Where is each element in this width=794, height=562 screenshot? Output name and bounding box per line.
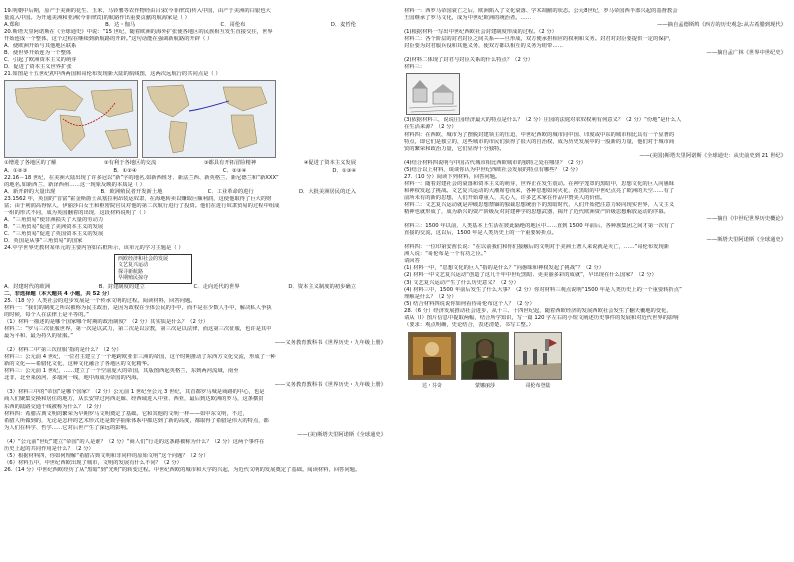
q25-line: （5）根据材料四，你如何理解“希腊古典文明和非同样的原始文明”这个问题？（2 分） <box>4 452 209 459</box>
q25-line: （4）“公元前”世纪”建立“帝国”的人是谁？（2 分）“商人们”行走的这条路被称为什么？（2 分）这两个事件在 <box>4 438 265 445</box>
option: D．英国是从事“三角贸易”的国家 <box>4 237 83 244</box>
q25-line: 材料一：“我们的制度之所以被称为民主政治，是因为政权在全体公民的手中，而不是在少数人手中，解决私人争执 <box>4 304 272 311</box>
option: C．工业革命的进行 <box>207 188 254 195</box>
q19-line: 19.明朝中后期，原产于美洲的花生、玉米、马铃薯等农作物经由吕宋(今菲律宾)传入中国，由产于美洲的白银也大 <box>4 8 271 14</box>
text-line: 材料四：在西欧，城市为了摆脱封建领主的压迫，中世纪西欧的城市同中国、印度或中东的城市相比具有一个显著的 <box>404 131 675 138</box>
q25-line: （3）材料三中的“帝国”是哪个国家？（2 分）公元前 1 世纪至公元 3 世纪，其首都罗马城是商路的中心，也是 <box>4 389 265 396</box>
option: D．麦哲伦 <box>330 22 356 29</box>
text-line: 材料一：随着封建社会的衰落和资本主义的萌芽，世界正在发生震动。在神学笼罩的黑暗中，思想文化的巨人向愚昧 <box>404 180 675 187</box>
q21-items <box>4 160 386 167</box>
q25-line: 材料三：公元前 1 世纪，……建立了一个空前庞大的帝国，其版图西起英格兰，东到两河流域，南至 <box>4 368 239 375</box>
right-column <box>404 8 786 390</box>
text-line: 精神也就形成了，成为新兴的资产阶级反对封建神学的思想武器，揭开了近代欧洲资产阶级思想解放运动的序幕。 <box>404 209 669 216</box>
box-line: 早期殖民掠夺 <box>118 275 149 282</box>
artwork-images <box>408 332 786 390</box>
text-line: （要求：观点明确，史论结合，表述清楚，书写工整。） <box>404 321 534 328</box>
option: A.郑和 <box>4 22 20 29</box>
q25-line: 希腊人所做到的，无论是怎样的艺术形式还是数学抽象体系中都达到了新的高度，都取得了希腊是伟大的特点，都 <box>4 417 269 424</box>
text-line: (5)结合以上材料，谈谈你认为中世纪西欧社会发展的特点有哪些？（2 分） <box>404 166 581 173</box>
landing-scene-image <box>514 332 562 380</box>
text-line: 特点，即它们是独立的，这些城市的市民们获得了很大的自治权，成为历史发展中的一股新的力量，他们对于城市商 <box>404 138 675 145</box>
option: B．达・伽马 <box>105 22 136 29</box>
text-line: 请回答 <box>404 258 420 265</box>
option: C．引起了欧洲资本主义的萌芽 <box>4 57 77 64</box>
q25-line: 最为平和、最为持久的征服。” <box>4 333 73 340</box>
text-line: 28.（6 分）经济发展推动社会进步，从十三、十四世纪起，随着西欧经济的发展西欧社会发生了翻天覆地的变化， <box>404 307 672 314</box>
q25-line: 商人们聚集交换和居住的地方，从长安穿过河西走廊、经西域进入中亚、西亚，最后到达欧洲的罗马，这条横贯 <box>4 396 264 403</box>
option: A．“三角贸易”使非洲损失了大量的劳动力 <box>4 216 104 223</box>
option: B．欧洲殖民者开发新土地 <box>100 188 163 195</box>
portrait-image <box>408 332 456 380</box>
unit-content-box <box>114 254 192 284</box>
q23-line: 富；由于利润高得惊人，伊丽莎白女王和枢密院官员对他的第二次航行进行了投资。他们在进行奴隶贸易的过程中组成 <box>4 202 280 209</box>
text-line: (2) 材料一中文艺复兴运动“创造了这几千年中世纪黑暗、更美丽多彩的成就”，早出现在什么国家？（2 分） <box>404 272 657 279</box>
text-line: 封臣要为封君服兵役和其他义务，使双方都以相互的义务为纽带…… <box>404 43 563 50</box>
q24-line: 24.中学世界史教材某单元的主要内容如右框所示，该单元的学习主题是（ ） <box>4 245 184 252</box>
source-citation: ——斯塔夫里阿诺斯《全球通史》 <box>706 237 786 244</box>
voyage-map-left <box>4 80 138 158</box>
q25-line: （6）材料五中，中世纪西欧出现了城市，文明的发展有什么不同？（2 分） <box>4 459 182 466</box>
q25-line: 材料三：公元前 4 世纪，一位君主建立了一个地跨欧亚非三洲的帝国，这个时期推动了东西方文化交流，形成了一种 <box>4 354 276 361</box>
text-line: (4) 材料三中，1500 年前后发生了什么大事？（2 分）你对材料三观点说明“1500 年是人类历史上的一个重要转折点” <box>404 286 682 293</box>
text-line: 材料四：一位印第安酋长说：“在以前我们和你们接触后的文明对于美洲土著人来说就是灭亡，……”哥伦布发现新 <box>404 244 670 251</box>
q20-line: 开始连成一个整体，这个过程在继续到新航路的开辟。”这句话能在强调新航路的开辟（ ） <box>4 36 213 43</box>
map-illustration <box>143 81 275 157</box>
q25-line: 东西的陆路交通干线被称为什么？（2 分） <box>4 403 105 410</box>
q22-options <box>4 189 386 196</box>
box-line: 文艺复兴运动 <box>118 262 149 269</box>
section-2-heading: 二、非选择题（本大题共 4 小题，共 52 分） <box>4 290 113 297</box>
text-line: 材料二：各个阶层的封君封臣之间关系——旦形成，双方便承担相应的权利和义务。封君对封臣要提供一定的保护， <box>404 36 675 43</box>
manor-illustration <box>406 73 460 115</box>
mona-lisa-image <box>461 332 509 380</box>
manor-drawing <box>407 74 459 114</box>
option: A．封建时代的欧洲 <box>4 283 50 290</box>
option: C．哥伦布 <box>220 22 246 29</box>
option: C．“三角贸易”促进了英国资本主义的发展 <box>4 230 104 237</box>
item: ④促进了资本主义发展 <box>303 160 356 167</box>
text-line: 直接的交流，这以后，1500 年是人类历史上的一个重要转折点。 <box>404 230 557 237</box>
artwork-3 <box>514 332 562 390</box>
text-line: 贸的繁荣和政治力量，它们显得十分独特。 <box>404 145 505 152</box>
text-line: 材料三： <box>404 64 426 71</box>
text-line: 材料三：1500 年以前，人类基本上生活在彼此隔绝的地区中……直到 1500 年前后，各种族集团之间才第一次有了 <box>404 223 675 230</box>
source-citation: ——义务教育教科书《世界历史・九年级上册》 <box>274 340 386 347</box>
q25-line: 新的文化——希腊化文化，这种文化融合了各地区的文化精华。 <box>4 361 153 368</box>
question-20 <box>4 29 386 71</box>
option: B．“三角贸易”促进了美洲资本主义的发展 <box>4 223 104 230</box>
box-line: 探寻新航路 <box>118 268 144 275</box>
voyage-map-right <box>142 80 276 158</box>
source-citation: ——摘自《中世纪世界历史概论》 <box>706 216 786 223</box>
text-line: (1) 材料一中，“思想文化的巨人”指的是什么？“向愚昧和神权发起了挑战”？（2 分） <box>404 265 605 272</box>
q25-line: 的时候，每个人在法律上是平等的。” <box>4 311 89 318</box>
question-22 <box>4 175 386 196</box>
question-19 <box>4 8 386 29</box>
q21-options <box>4 168 386 175</box>
text-line: 和神权发起了挑战。文艺复兴运动的大潮席卷而来，各种思想如同火花，在黑暗的中世纪点亮了欧洲的天空……有了 <box>404 187 675 194</box>
source-citation: ——摘自孟广林《世界中世纪史》 <box>706 50 786 57</box>
text-line: (2)材料二体现了封君与封臣关系的什么特点？（2 分） <box>404 57 534 64</box>
source-citation: ——(美国)斯塔夫里阿诺斯《全球通史：从史前史到 21 世纪》 <box>639 152 786 159</box>
option: C．走向近代的世界 <box>193 283 240 290</box>
q25-line: （2）材料二中‘第三次征服’指的是什么？（2 分） <box>4 347 122 354</box>
option: B．①②④ <box>113 167 137 174</box>
q25-line: （1）材料一描述的是哪个国家哪个时期的政治制度？（2 分）其实质是什么？（2 分） <box>4 318 209 325</box>
text-line: (5) 结合材料四说说你如何看待哥伦布这个人？（2 分） <box>404 300 535 307</box>
artwork-label: 哥伦布登陆 <box>525 382 551 389</box>
text-line: 材料一：西罗马帝国衰亡之后，欧洲陷入了文化衰落、学术凋敝的状态。公元8世纪，罗马帝国西半部兴起的基督教会 <box>404 8 678 14</box>
q25-line: 材料二：“罗马三次征服世界，第一次是以武力，第二次是以宗教，第三次是以法律，而这第三次征服，也许是其中 <box>4 325 272 332</box>
item: ③都具有开拓冒险精神 <box>203 160 257 167</box>
text-line: 前所未有的新的思想，人们开始尊重人、关心人，许多艺术家在作品中赞美人的价值。 <box>404 194 606 201</box>
option: D．①③④ <box>332 167 356 174</box>
map-illustration <box>5 81 137 157</box>
q25-line: 历史上起的共同作用是什么？（2 分） <box>4 445 94 452</box>
route-maps <box>4 80 386 158</box>
question-23 <box>4 196 386 245</box>
q19-line: 量流入中国。为开通美洲和亚洲(今菲律宾)的航路作出重要贡献的航海家是（ ） <box>4 15 190 22</box>
q24-options <box>4 284 386 291</box>
text-line: (3) 文艺复兴运动产生了什么历史意义？（2 分） <box>404 279 519 286</box>
q25-line: 为人们在科学、哲学……它对后世产生了深远的影响。 <box>4 424 132 431</box>
source-citation: ——(美)斯塔夫里阿诺斯《全球通史》 <box>297 431 386 438</box>
option: A．使欧洲开始与其他地区联系 <box>4 43 77 50</box>
artwork-2 <box>461 332 509 390</box>
question-21 <box>4 71 386 174</box>
q25-line: 材料四：希腊古典文明的繁荣为早期罗马文明奠定了基础。它和其他的文明一样——如中东文明，不过， <box>4 410 248 417</box>
artwork-1 <box>408 332 456 390</box>
option: D．促进了资本主义世界扩张 <box>4 64 72 71</box>
source-citation: ——义务教育教科书《世界历史・九年级上册》 <box>274 382 386 389</box>
q23-line: 一组的形式不同，成为英国翻着的出现，这段材料说明了（ ） <box>4 209 149 216</box>
left-column <box>4 8 386 474</box>
text-line: 洲人说：“哥伦布是一个有功之臣。” <box>404 251 487 258</box>
artwork-label: 达・芬奇 <box>421 382 442 389</box>
text-line: 请从（Ⅰ）图片信息中提取两幅，结合所学知识，写一篇 120 字左右的小短文阐述历史事件的发展和对近代世界的影响 <box>404 314 679 321</box>
question-24 <box>4 245 386 291</box>
text-line: (4)结合材料四说明与中国古代城市相比西欧城市的独特之处在哪里？（2 分） <box>404 159 587 166</box>
text-line: 材料二：文艺复兴运动就是冲破思想禁锢的独裁思想统治下的黑暗时代，人们开始把注意力转向现实世界，人文主义 <box>404 201 675 208</box>
text-line: 27.（10 分）阅读下列材料，回答问题。 <box>404 173 501 180</box>
artwork-label: 蒙娜丽莎 <box>474 382 495 389</box>
option: D．资本主义制度的初步确立 <box>288 283 356 290</box>
option: A．新开辟的大量出现 <box>4 188 56 195</box>
q21-line: 21.如图是十五世纪初中西两国和哥伦布发现新大陆的航线图，这两次远航行的共同点是（ ） <box>4 71 221 78</box>
item: ①增进了各地区的了解 <box>4 160 57 167</box>
option: D．大批美洲居民的迁入 <box>298 188 356 195</box>
q23-line: 23.1562 年，英国的“首富”霍金斯爵士从塞拉利昂装运奴隶，在海地转卖以赚取巨额利润，这使他取得了巨大的财 <box>4 195 272 202</box>
item: ②有利于各地区的交流 <box>103 160 157 167</box>
q25-line: 25.（18 分）人类社会的进步发展是一个传承文明的过程。阅读材料，回答问题。 <box>4 297 196 304</box>
option: B．封建制度的建立 <box>98 283 145 290</box>
text-line: 王国继承了罗马文化，成为中世纪欧洲的统治者。…… <box>404 15 532 22</box>
q22-line: 22.16－18 世纪，在美洲大陆出现了许多冠以“新”字的地名,如新西班牙、新法兰西、新英格兰、新尼德兰和“新XXX” <box>4 174 279 181</box>
q22-line: 的地名,如新西兰、新泽西州……这一现象反映的本质是（ ） <box>4 181 146 188</box>
text-line: (1)根据材料一写出中世纪西欧社会封建制度形成的过程。（2 分） <box>404 29 557 36</box>
question-25 <box>4 298 386 474</box>
option: B．使世界开始连为一个整体 <box>4 50 72 57</box>
text-line: 在生活来源？（2 分） <box>404 124 457 131</box>
source-citation: ——摘自孟德斯鸠《西方的历史观念:从古希腊到现代》 <box>657 22 786 29</box>
text-line: (3)依据材料三，说说庄园经济最大的特点是什么？（2 分）庄园的法庭对农奴权利有何意义？（2 分）“份地”是什么人 <box>404 117 682 124</box>
text-line: 理解是什么？（2 分） <box>404 293 457 300</box>
q20-line: 20.斯塔夫里阿诺斯在《全球通史》中说：“15 世纪，随着欧洲的海外扩张使各地区的民族相互发生直接交往，世界 <box>4 29 273 36</box>
q26-line: 26.（14 分）中世纪西欧经历了从“黑暗”到“光明”的转变过程。中世纪西欧的城市和大学的兴起，为近代文明的发展奠定了基础。阅读材料，回答问题。 <box>4 466 361 473</box>
q25-line: 北非，北至莱茵河、多瑙河一线，地中海成为帝国的内海。 <box>4 375 142 382</box>
option: C．②③④ <box>222 167 247 174</box>
box-line: 西欧经济和社会的发展 <box>118 256 169 263</box>
option: A．①②③ <box>4 167 28 174</box>
q19-options <box>4 22 386 29</box>
